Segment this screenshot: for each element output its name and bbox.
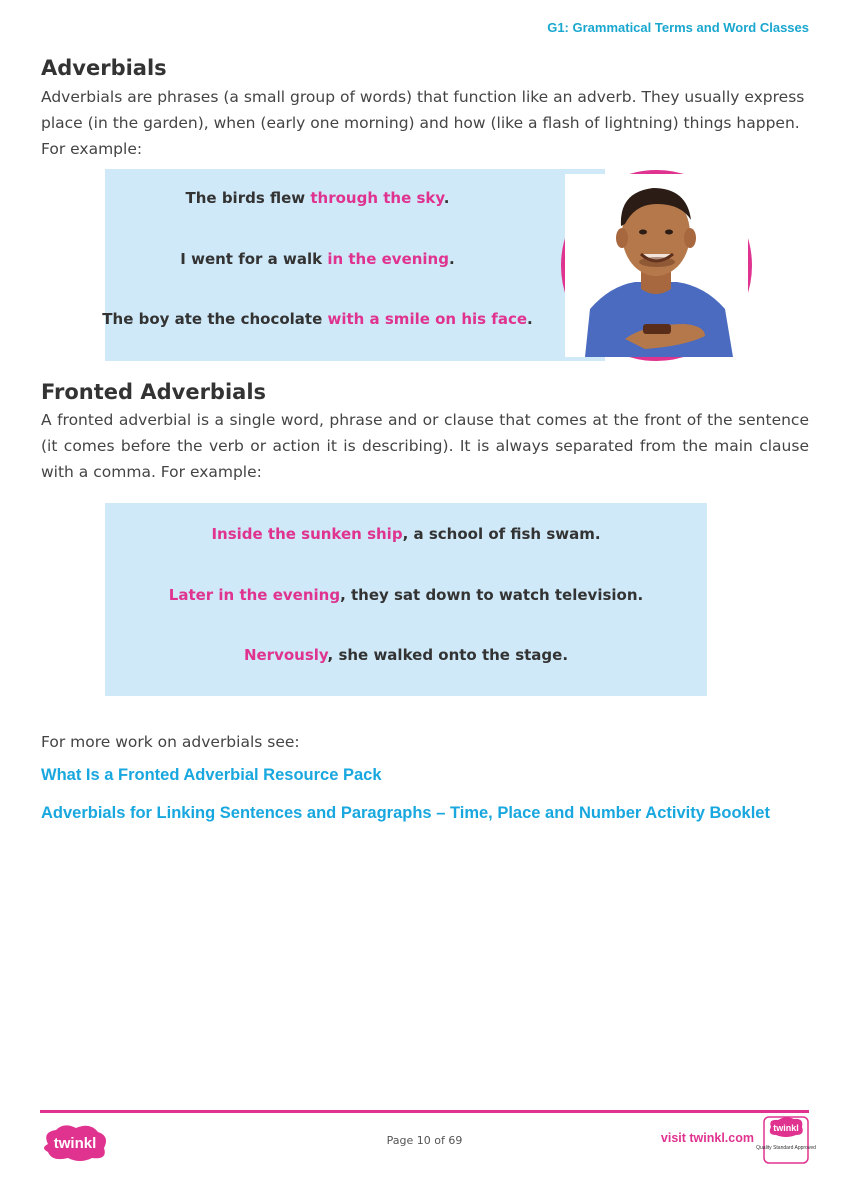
fronted-adverbials-intro: A fronted adverbial is a single word, phrase and or clause that comes at the front of the sentence (it comes before the verb or action it is describing). It is always separated from the main clause with a comma. For example: [41,411,809,481]
sentence-text: , a school of fish swam. [402,525,601,543]
resource-link-fronted-adverbial-pack[interactable]: What Is a Fronted Adverbial Resource Pack [41,766,382,784]
sentence-text: The birds flew [185,189,311,207]
adverbial-highlight: in the evening [327,250,449,268]
fronted-adverbials-heading: Fronted Adverbials [41,380,267,404]
sentence-end: . [527,310,533,328]
adverbials-example-box [102,169,605,361]
fronted-adverbial-highlight: Inside the sunken ship [211,525,403,543]
quality-standard-badge [756,1115,816,1165]
badge-text: Quality Standard Approved [756,1145,816,1151]
page-number: Page 10 of 69 [386,1134,463,1147]
badge-brand: twinkl [773,1123,799,1133]
sentence-end: . [448,250,455,268]
fronted-adverbial-highlight: Nervously [243,646,328,664]
sentence-text: I went for a walk [180,250,328,268]
example-sentence [105,525,707,543]
example-sentence [90,310,545,328]
adverbial-highlight: through the sky [310,189,444,207]
example-sentence [90,189,545,207]
sentence-text: , they sat down to watch television. [340,586,644,604]
resource-link-linking-sentences-booklet[interactable]: Adverbials for Linking Sentences and Paragraphs – Time, Place and Number Activity Booklet [41,804,770,822]
adverbials-intro: Adverbials are phrases (a small group of words) that function like an adverb. They usually express place (in the garden), when (early one morning) and how (like a flash of lightning) things happen. For example: [41,88,805,158]
fronted-adverbial-highlight: Later in the evening [168,586,341,604]
example-sentence [105,646,707,664]
logo-text: twinkl [53,1135,97,1152]
sentence-text: The boy ate the chocolate [102,310,328,328]
adverbials-heading: Adverbials [41,56,167,80]
document-header-title: G1: Grammatical Terms and Word Classes [547,20,809,35]
footer-divider [40,1110,809,1113]
example-sentence [90,250,545,268]
boy-illustration-svg [565,174,748,357]
visit-twinkl-link[interactable]: visit twinkl.com [660,1131,754,1145]
sentence-text: , she walked onto the stage. [327,646,569,664]
boy-portrait-illustration [561,170,752,361]
more-work-text: For more work on adverbials see: [41,733,300,751]
fronted-example-box [105,503,707,696]
sentence-end: . [443,189,450,207]
example-sentence [105,586,707,604]
adverbial-highlight: with a smile on his face [327,310,528,328]
